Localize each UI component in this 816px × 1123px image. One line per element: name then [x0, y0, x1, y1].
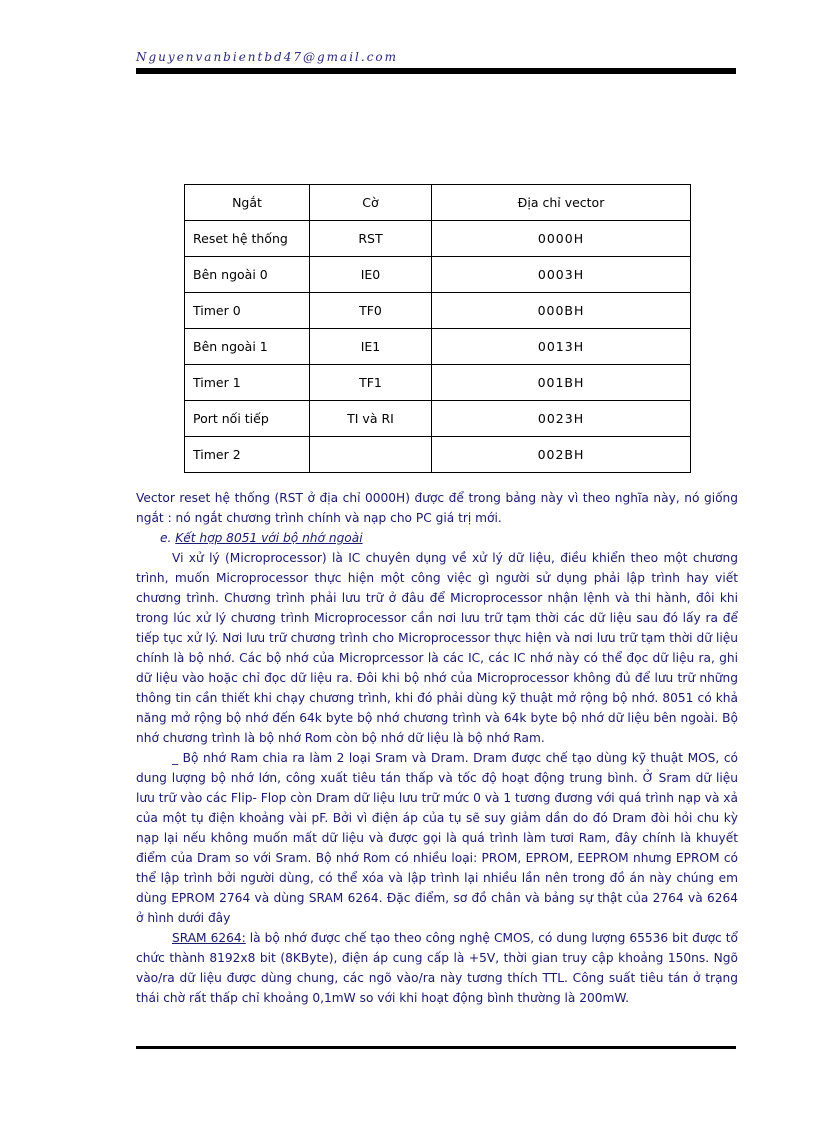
table-cell: Timer 1	[185, 365, 310, 401]
table-cell: IE0	[310, 257, 432, 293]
table-header-cell: Ngắt	[185, 185, 310, 221]
header-email: Nguyenvanbientbd47@gmail.com	[136, 50, 399, 64]
table-cell: Timer 0	[185, 293, 310, 329]
table-cell: 0003H	[432, 257, 691, 293]
table-cell: 001BH	[432, 365, 691, 401]
section-heading-title: Kết hợp 8051 với bộ nhớ ngoài	[175, 531, 363, 545]
body-text	[136, 488, 738, 1008]
table-cell: Bên ngoài 0	[185, 257, 310, 293]
table-row	[185, 401, 691, 437]
table-header-row	[185, 185, 691, 221]
table-cell: Timer 2	[185, 437, 310, 473]
table-row	[185, 329, 691, 365]
table-cell: 000BH	[432, 293, 691, 329]
table-cell: 0000H	[432, 221, 691, 257]
table-row	[185, 365, 691, 401]
section-heading-prefix: e.	[160, 531, 176, 545]
section-heading	[136, 528, 738, 548]
table-cell	[310, 437, 432, 473]
sram-description: là bộ nhớ được chế tạo theo công nghệ CMOS, có dung lượng 65536 bit được tổ chức thành 8192x8 bit (8KByte), điện áp cung cấp là +5V, thời gian truy cập khoảng 150ns. Ngõ vào/ra dữ liệu được dùng chung, các ngõ vào/ra này tương thích TTL. Công suất tiêu tán ở trạng thái chờ rất thấp chỉ khoảng 0,1mW so với khi hoạt động bình thường là 200mW.	[136, 931, 738, 1005]
footer-rule	[136, 1046, 736, 1049]
table-row	[185, 257, 691, 293]
table-cell: 0023H	[432, 401, 691, 437]
sram-term: SRAM 6264:	[172, 931, 246, 945]
table-cell: 002BH	[432, 437, 691, 473]
table-row	[185, 437, 691, 473]
table-cell: Reset hệ thống	[185, 221, 310, 257]
paragraph-ram-types: _ Bộ nhớ Ram chia ra làm 2 loại Sram và Dram. Dram được chế tạo dùng kỹ thuật MOS, có dung lượng bộ nhớ lớn, công xuất tiêu tán thấp và tốc độ hoạt động trung bình. Ở Sram dữ liệu lưu trữ vào các Flip- Flop còn Dram dữ liệu lưu trữ mức 0 và 1 tương đương với quá trình nạp và xả của một tụ điện khoảng vài pF. Bởi vì điện áp của tụ sẽ suy giảm dần do đó Dram đòi hỏi chu kỳ nạp lại nếu không muốn mất dữ liệu và được gọi là quá trình làm tươi Ram, đây chính là khuyết điểm của Dram so với Sram. Bộ nhớ Rom có nhiều loại: PROM, EPROM, EEPROM nhưng EPROM có thể lập trình bởi người dùng, có thể xóa và lập trình lại nhiều lần nên trong đồ án này chúng em dùng EPROM 2764 và dùng SRAM 6264. Đặc điểm, sơ đồ chân và bảng sự thật của 2764 và 6264 ở hình dưới đây	[136, 751, 738, 925]
table-cell: Bên ngoài 1	[185, 329, 310, 365]
table-cell: IE1	[310, 329, 432, 365]
table-header-cell: Cờ	[310, 185, 432, 221]
table-cell: RST	[310, 221, 432, 257]
table-cell: TI và RI	[310, 401, 432, 437]
paragraph-reset-vector: Vector reset hệ thống (RST ở địa chỉ 0000H) được để trong bảng này vì theo nghĩa này, nó giống ngắt : nó ngắt chương trình chính và nạp cho PC giá trị mới.	[136, 491, 738, 525]
header-rule	[136, 68, 736, 74]
table-cell: TF0	[310, 293, 432, 329]
table-cell: 0013H	[432, 329, 691, 365]
paragraph-sram-6264	[136, 928, 738, 1008]
paragraph-microprocessor: Vi xử lý (Microprocessor) là IC chuyên dụng về xử lý dữ liệu, điều khiển theo một chương trình, muốn Microprocessor thực hiện một công việc gì người sử dụng phải lập trình hay viết chương trình. Chương trình phải lưu trữ ở đâu để Microprocessor nhận lệnh và thi hành, đôi khi trong lúc xử lý chương trình Microprocessor cần nơi lưu trữ tạm thời các dữ liệu sau đó lấy ra để tiếp tục xử lý. Nơi lưu trữ chương trình cho Microprocessor thực hiện và nơi lưu trữ tạm thời dữ liệu chính là bộ nhớ. Các bộ nhớ của Microprcessor là các IC, các IC nhớ này có thể đọc dữ liệu ra, ghi dữ liệu vào hoặc chỉ đọc dữ liệu ra. Đôi khi bộ nhớ của Microprocessor không đủ để lưu trữ những thông tin cần thiết khi chạy chương trình, khi đó phải dùng kỹ thuật mở rộng bộ nhớ. 8051 có khả năng mở rộng bộ nhớ đến 64k byte bộ nhớ chương trình và 64k byte bộ nhớ dữ liệu bên ngoài. Bộ nhớ chương trình là bộ nhớ Rom còn bộ nhớ dữ liệu là bộ nhớ Ram.	[136, 551, 738, 745]
table-cell: Port nối tiếp	[185, 401, 310, 437]
interrupt-vector-table	[184, 184, 691, 473]
table-row	[185, 221, 691, 257]
table-row	[185, 293, 691, 329]
table-cell: TF1	[310, 365, 432, 401]
table-header-cell: Địa chỉ vector	[432, 185, 691, 221]
